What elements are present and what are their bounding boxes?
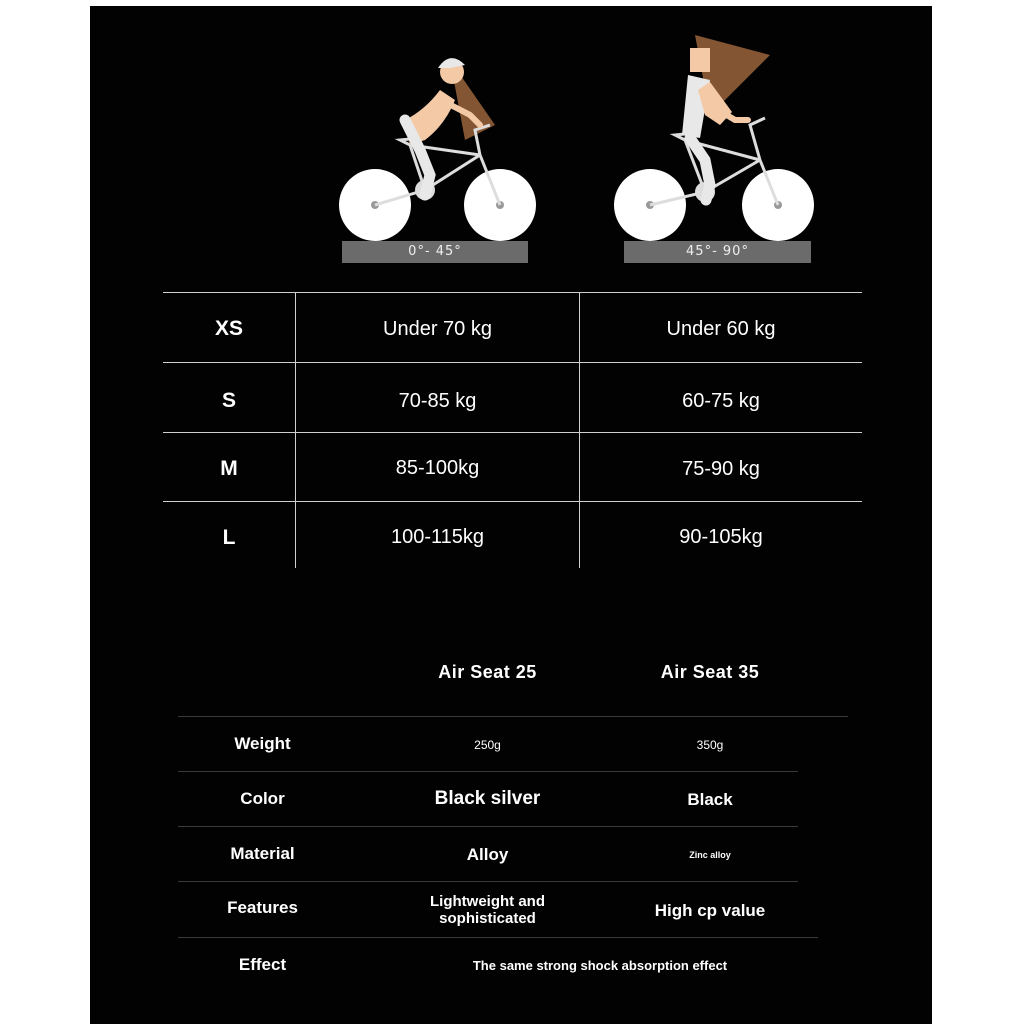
size-table-line: [163, 292, 862, 293]
spec-label-weight: Weight: [234, 734, 291, 753]
spec-label-material: Material: [230, 844, 295, 863]
spec-divider: [178, 881, 798, 882]
size-m-range-2: 75-90 kg: [682, 458, 760, 480]
spec-weight-35: 350g: [696, 738, 724, 752]
spec-divider: [178, 771, 798, 772]
size-xs-range-1: Under 70 kg: [383, 318, 492, 340]
spec-features-25-line1: Lightweight and: [430, 893, 545, 910]
size-table-line: [163, 362, 862, 363]
spec-weight-25: 250g: [474, 738, 501, 752]
size-s-range-1: 70-85 kg: [398, 390, 477, 412]
size-l-range-1: 100-115kg: [390, 526, 485, 548]
size-l-range-2: 90-105kg: [679, 526, 763, 548]
spec-divider: [178, 937, 818, 938]
spec-features-35: High cp value: [654, 901, 766, 920]
spec-label-features: Features: [227, 898, 298, 917]
size-table-line: [163, 432, 862, 433]
size-xs: XS: [214, 317, 243, 340]
size-table-line: [163, 501, 862, 502]
spec-header-air-seat-35: Air Seat 35: [660, 662, 760, 682]
size-xs-range-2: Under 60 kg: [666, 318, 776, 340]
cyclist-figure-left: [330, 20, 540, 245]
spec-label-color: Color: [240, 789, 285, 808]
spec-effect-value: The same strong shock absorption effect: [472, 958, 728, 973]
spec-color-35: Black: [687, 790, 733, 809]
spec-label-effect: Effect: [238, 955, 287, 974]
spec-divider: [178, 826, 798, 827]
spec-material-25: Alloy: [466, 845, 509, 864]
size-l: L: [222, 526, 236, 549]
spec-divider: [178, 716, 848, 717]
size-s: S: [221, 389, 236, 412]
angle-label-right: 45°- 90°: [624, 241, 811, 263]
spec-features-25-line2: sophisticated: [439, 910, 536, 927]
spec-header-air-seat-25: Air Seat 25: [438, 662, 537, 682]
size-m: M: [220, 457, 238, 480]
cyclist-figure-right: [610, 20, 820, 245]
size-m-range-1: 85-100kg: [395, 457, 480, 479]
spec-material-35: Zinc alloy: [689, 850, 731, 860]
size-s-range-2: 60-75 kg: [682, 390, 760, 412]
spec-color-25: Black silver: [434, 788, 541, 809]
angle-label-left: 0°- 45°: [342, 241, 528, 263]
